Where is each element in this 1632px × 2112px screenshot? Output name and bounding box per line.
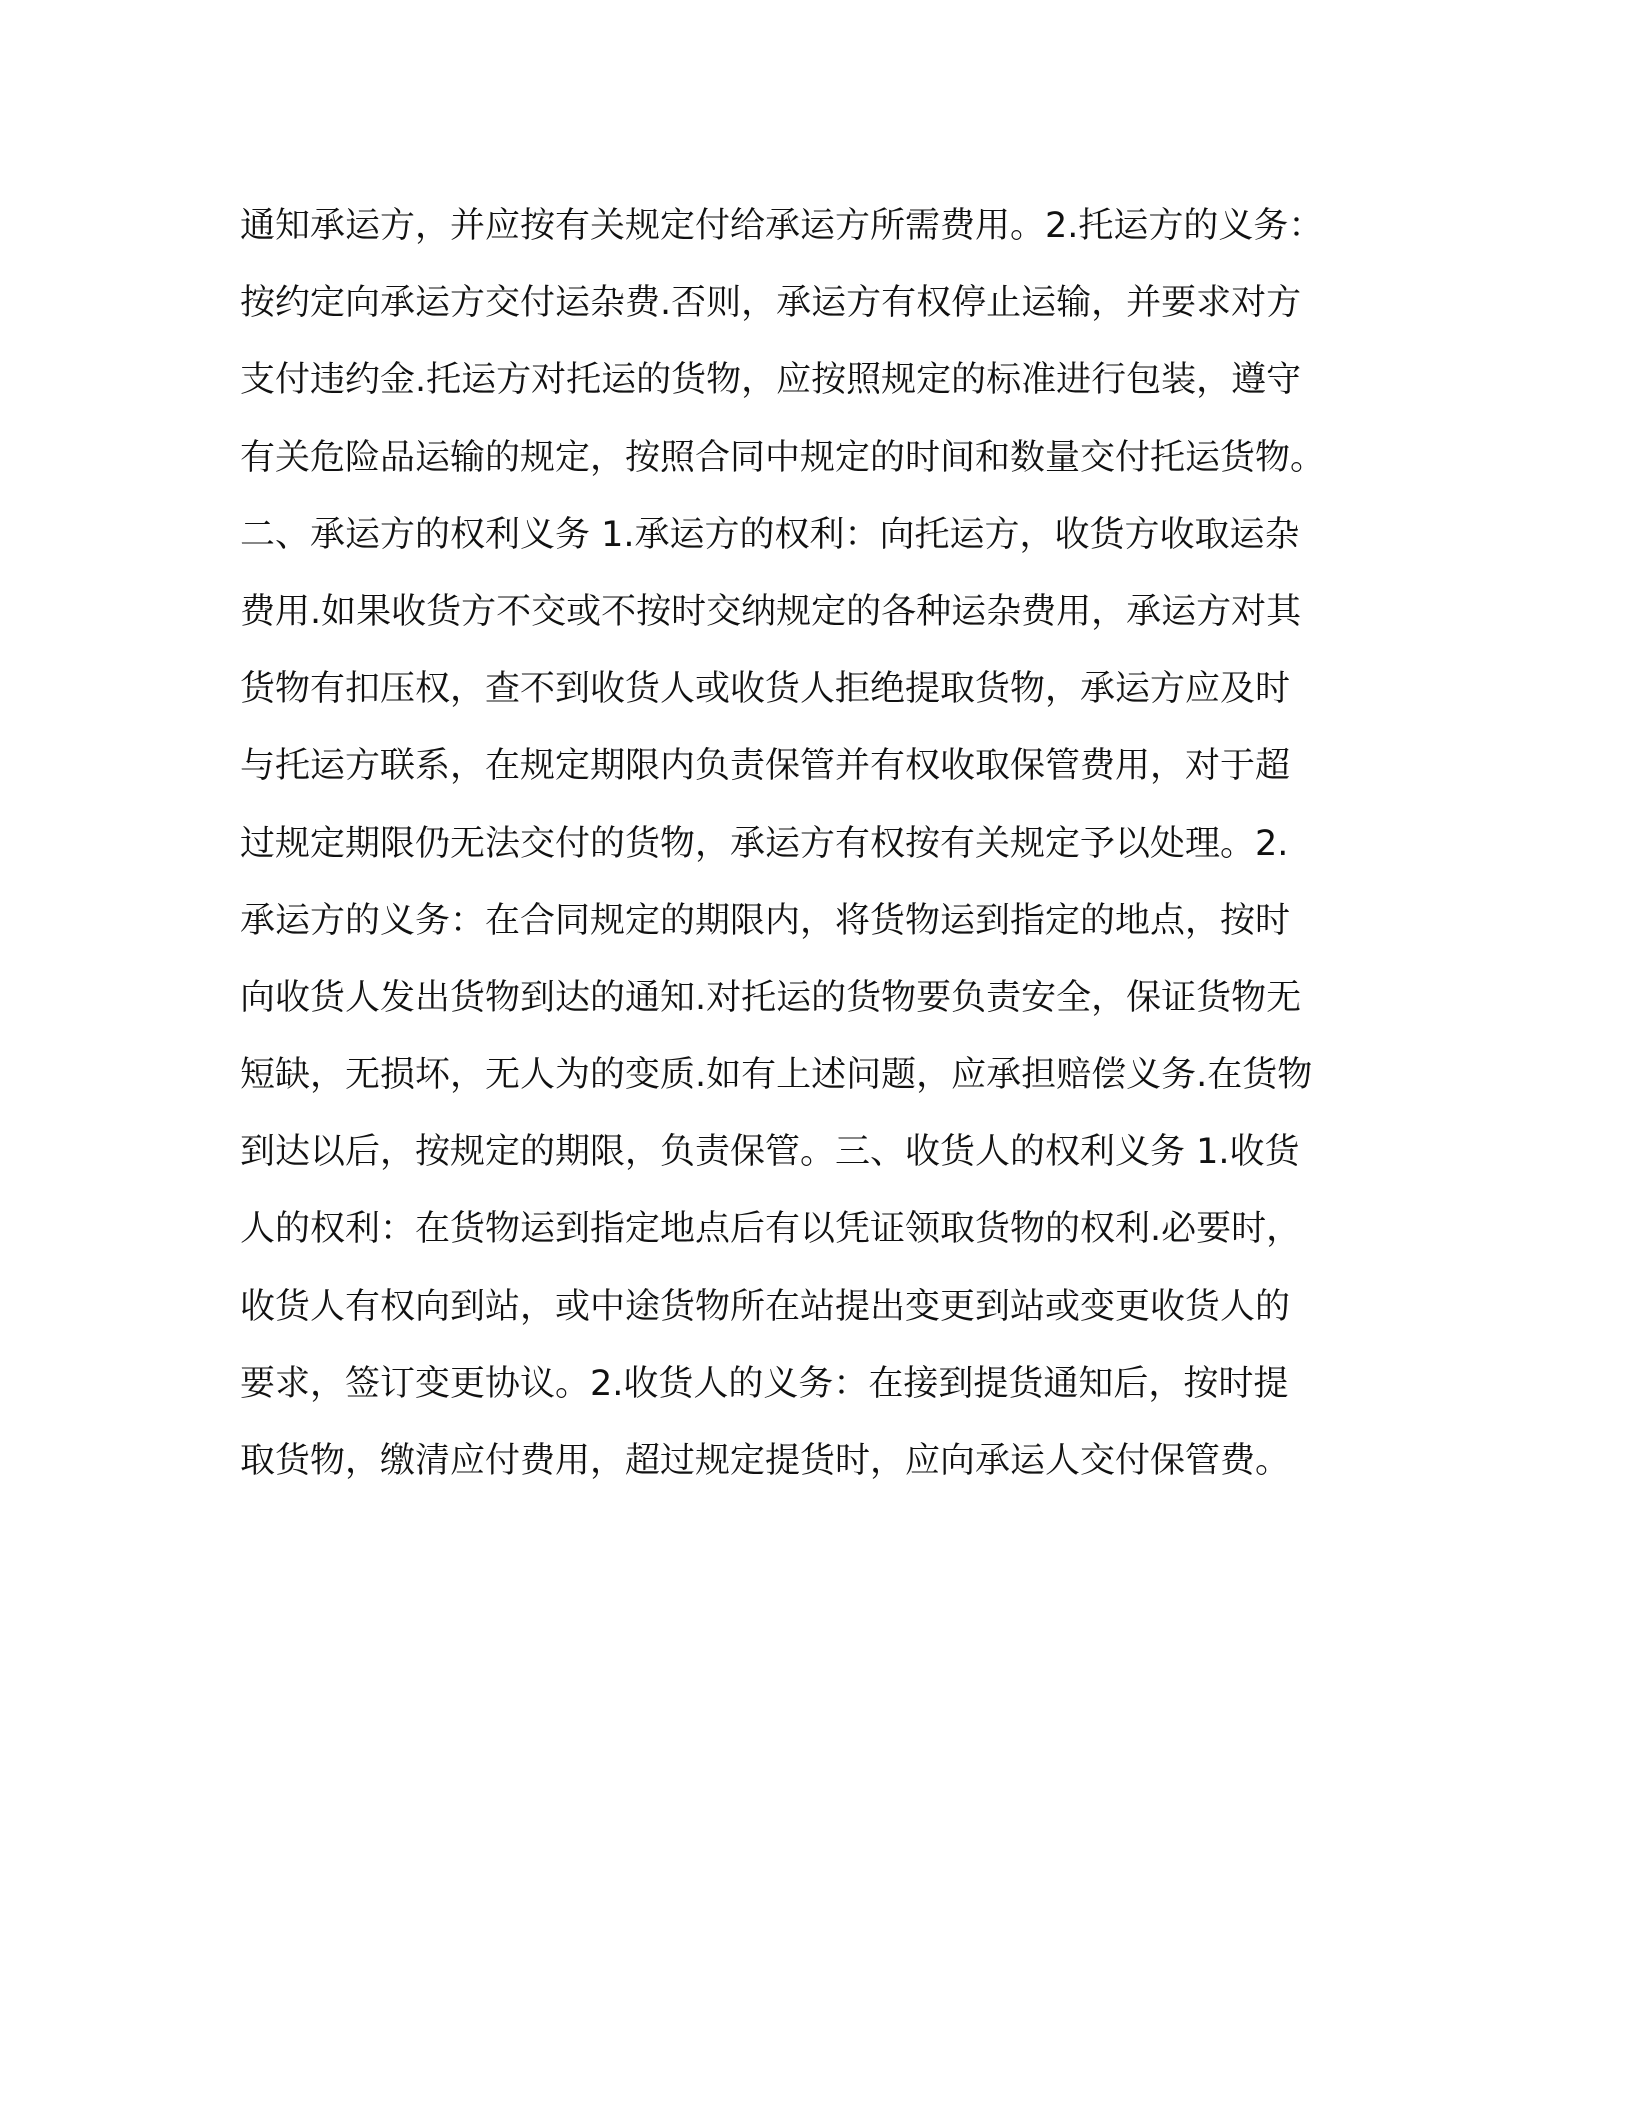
text-line-17: 取货物，缴清应付费用，超过规定提货时，应向承运人交付保管费。: [240, 1441, 1291, 1481]
text-line-15: 收货人有权向到站，或中途货物所在站提出变更到站或变更收货人的: [240, 1286, 1291, 1327]
text-line-14: 人的权利：在货物运到指定地点后有以凭证领取货物的权利.必要时，: [240, 1209, 1302, 1250]
text-line-3: 支付违约金.托运方对托运的货物，应按照规定的标准进行包装，遵守: [240, 360, 1302, 401]
text-line-9: 过规定期限仍无法交付的货物，承运方有权按有关规定予以处理。2.: [240, 823, 1289, 864]
text-line-10: 承运方的义务：在合同规定的期限内，将货物运到指定的地点，按时: [240, 900, 1291, 941]
text-line-4: 有关危险品运输的规定，按照合同中规定的时间和数量交付托运货物。: [240, 437, 1326, 478]
text-line-11: 向收货人发出货物到达的通知.对托运的货物要负责安全，保证货物无: [240, 977, 1302, 1018]
text-line-5: 二、承运方的权利义务 1.承运方的权利：向托运方，收货方收取运杂: [240, 514, 1300, 555]
text-line-12: 短缺，无损坏，无人为的变质.如有上述问题，应承担赔偿义务.在货物: [240, 1055, 1313, 1096]
text-line-8: 与托运方联系，在规定期限内负责保管并有权收取保管费用，对于超: [240, 746, 1291, 787]
body-text: [240, 188, 1400, 1500]
text-line-7: 货物有扣压权，查不到收货人或收货人拒绝提取货物，承运方应及时: [240, 669, 1291, 710]
text-line-16: 要求，签订变更协议。2.收货人的义务：在接到提货通知后，按时提: [240, 1363, 1289, 1404]
text-line-2: 按约定向承运方交付运杂费.否则，承运方有权停止运输，并要求对方: [240, 283, 1302, 324]
text-line-13: 到达以后，按规定的期限，负责保管。三、收货人的权利义务 1.收货: [240, 1132, 1300, 1173]
text-line-6: 费用.如果收货方不交或不按时交纳规定的各种运杂费用，承运方对其: [240, 591, 1302, 632]
text-line-1: 通知承运方，并应按有关规定付给承运方所需费用。2.托运方的义务：: [240, 206, 1324, 246]
